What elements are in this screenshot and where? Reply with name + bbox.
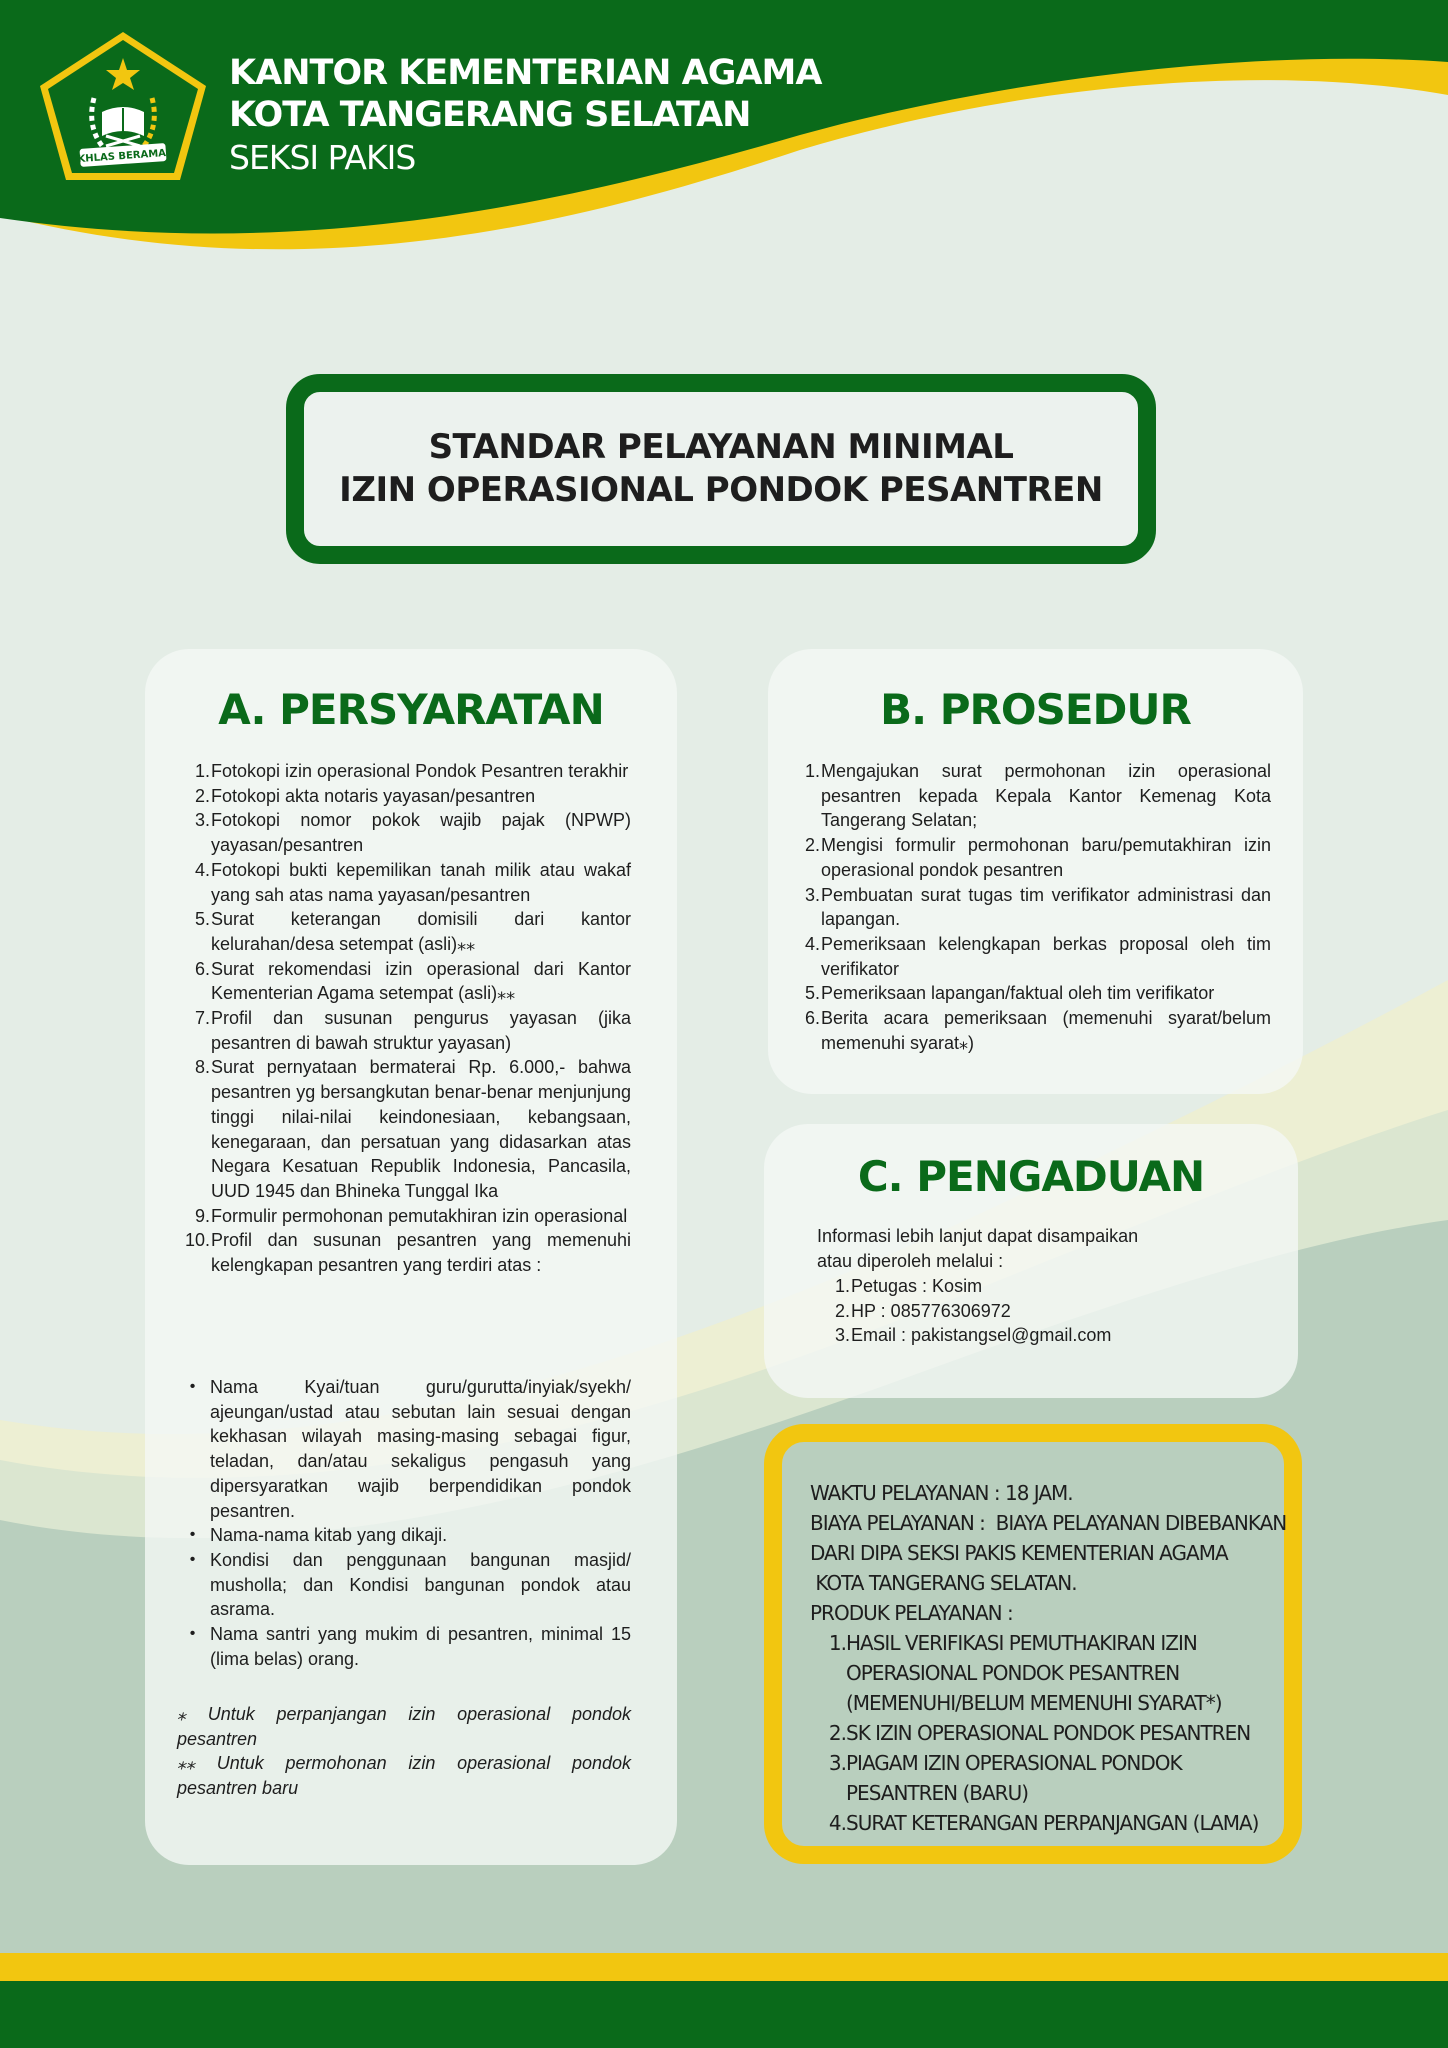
list-item <box>801 1006 1271 1055</box>
biaya-pelayanan-line-2: DARI DIPA SEKSI PAKIS KEMENTERIAN AGAMA <box>810 1541 1228 1565</box>
list-item <box>175 858 631 907</box>
kelengkapan-bullet-list <box>175 1375 631 1671</box>
list-item-text: Pemeriksaan lapangan/faktual oleh tim verifikator <box>821 983 1215 1004</box>
contact-email: Email : pakistangsel@gmail.com <box>851 1325 1112 1346</box>
list-item-text: Mengajukan surat permohonan izin operasional pesantren kepada Kepala Kantor Kemenag Kota Tangerang Selatan; <box>821 761 1271 831</box>
list-item-number: 3. <box>828 1751 846 1775</box>
logo-ribbon-text: IKHLAS BERAMAL <box>73 147 173 166</box>
list-item-number: 4. <box>828 1811 846 1835</box>
list-item-number: 2. <box>804 835 820 856</box>
page-title-box <box>286 374 1156 564</box>
waktu-pelayanan: WAKTU PELAYANAN : 18 JAM. <box>810 1481 1073 1505</box>
list-item-text: Fotokopi nomor pokok wajib pajak (NPWP) yayasan/pesantren <box>211 810 631 856</box>
list-item <box>175 784 631 809</box>
pengaduan-card <box>764 1124 1298 1398</box>
list-item <box>832 1299 1252 1324</box>
biaya-pelayanan-line-1: BIAYA PELAYANAN : BIAYA PELAYANAN DIBEBANKAN <box>810 1511 1287 1535</box>
list-item-text: Formulir permohonan pemutakhiran izin operasional <box>211 1205 628 1226</box>
list-item-number: 2. <box>834 1300 850 1321</box>
header-title <box>229 52 821 180</box>
bullet-mark: • <box>189 1625 196 1643</box>
list-item-number: 2. <box>194 785 210 806</box>
list-item <box>810 1628 1280 1718</box>
bullet-item <box>175 1523 631 1548</box>
list-item-number: 6. <box>194 958 210 979</box>
list-item-number: 9. <box>194 1205 210 1226</box>
list-item-text: PIAGAM IZIN OPERASIONAL PONDOK PESANTREN (BARU) <box>846 1751 1182 1805</box>
bullet-mark: • <box>189 1378 196 1395</box>
list-item-text: HASIL VERIFIKASI PEMUTHAKIRAN IZIN OPERASIONAL PONDOK PESANTREN (MEMENUHI/BELUM MEMENUHI SYARAT*) <box>846 1631 1222 1715</box>
list-item-text: Surat rekomendasi izin operasional dari Kantor Kementerian Agama setempat (asli)⁎⁎ <box>211 958 631 1004</box>
bullet-text: Nama santri yang mukim di pesantren, minimal 15 (lima belas) orang. <box>210 1624 631 1669</box>
list-item <box>175 1006 631 1055</box>
header-line-1: KANTOR KEMENTERIAN AGAMA <box>229 53 822 93</box>
persyaratan-card <box>145 649 677 1865</box>
layanan-info-content <box>810 1478 1287 1838</box>
bullet-text: Kondisi dan penggunaan bangunan masjid/ musholla; dan Kondisi bangunan pondok atau asrama. <box>210 1549 631 1620</box>
header-line-2: KOTA TANGERANG SELATAN <box>229 95 751 135</box>
list-item-number: 1. <box>834 1276 850 1296</box>
page-title-line-2: IZIN OPERASIONAL PONDOK PESANTREN <box>339 470 1103 510</box>
list-item-text: Fotokopi izin operasional Pondok Pesantren terakhir <box>211 761 629 781</box>
list-item-text: Surat pernyataan bermaterai Rp. 6.000,- bahwa pesantren yg bersangkutan benar-benar menjunjung tinggi nilai-nilai keindonesiaan, kebangsaan, kenegaraan, dan persatuan yang didasarkan atas Negara Kesatuan Republik Indonesia, Pancasila, UUD 1945 dan Bhineka Tunggal Ika <box>211 1057 631 1201</box>
list-item-number: 1. <box>804 761 820 781</box>
list-item-number: 10. <box>184 1230 210 1251</box>
list-item-number: 3. <box>194 810 210 831</box>
list-item <box>175 1204 631 1229</box>
list-item-text: SK IZIN OPERASIONAL PONDOK PESANTREN <box>846 1721 1251 1745</box>
list-item-number: 4. <box>804 933 820 954</box>
list-item-text: Fotokopi akta notaris yayasan/pesantren <box>211 785 536 806</box>
bullet-mark: • <box>189 1526 196 1544</box>
footnotes <box>177 1702 631 1801</box>
list-item <box>801 833 1271 882</box>
list-item-text: Profil dan susunan pengurus yayasan (jika pesantren di bawah struktur yayasan) <box>211 1008 631 1053</box>
page-title-line-1: STANDAR PELAYANAN MINIMAL <box>428 427 1014 467</box>
list-item <box>810 1808 1280 1838</box>
bullet-item <box>175 1622 631 1671</box>
list-item-number: 8. <box>194 1057 210 1078</box>
list-item-text: Pemeriksaan kelengkapan berkas proposal oleh tim verifikator <box>821 933 1271 979</box>
list-item-number: 1. <box>194 761 210 781</box>
list-item <box>175 907 631 956</box>
footer-green-band <box>0 1981 1448 2048</box>
produk-pelayanan-label: PRODUK PELAYANAN : <box>810 1601 1013 1625</box>
contact-officer: Petugas : Kosim <box>851 1276 983 1296</box>
list-item-number: 5. <box>804 983 820 1004</box>
list-item <box>801 759 1271 833</box>
list-item <box>832 1323 1252 1348</box>
list-item <box>810 1718 1280 1748</box>
pengaduan-intro-line-2: atau diperoleh melalui : <box>817 1250 1004 1271</box>
biaya-pelayanan-line-3: KOTA TANGERANG SELATAN. <box>810 1571 1077 1595</box>
list-item <box>832 1274 1252 1299</box>
list-item-text: Fotokopi bukti kepemilikan tanah milik atau wakaf yang sah atas nama yayasan/pesantren <box>211 859 631 905</box>
list-item <box>175 957 631 1006</box>
list-item <box>175 759 631 784</box>
prosedur-heading: B. PROSEDUR <box>880 685 1191 734</box>
list-item <box>801 981 1271 1006</box>
pengaduan-contact-list <box>832 1274 1252 1348</box>
bullet-text: Nama Kyai/tuan guru/gurutta/inyiak/syekh/ ajeungan/ustad atau sebutan lain sesuai dengan kekhasan wilayah masing-masing sebagai figur, teladan, dan/atau sekaligus pengasuh yang dipersyaratkan wajib berpendidikan pondok pesantren. <box>210 1377 631 1521</box>
kemenag-logo <box>36 28 210 184</box>
list-item <box>175 1228 631 1277</box>
list-item-number: 4. <box>194 859 210 880</box>
contact-phone: HP : 085776306972 <box>851 1300 1011 1321</box>
list-item <box>175 808 631 857</box>
footnote-1: ⁎ Untuk perpanjangan izin operasional pondok pesantren <box>177 1704 631 1749</box>
produk-pelayanan-list <box>810 1628 1280 1838</box>
list-item-text: SURAT KETERANGAN PERPANJANGAN (LAMA) <box>846 1811 1259 1835</box>
persyaratan-heading: A. PERSYARATAN <box>218 685 604 734</box>
prosedur-card <box>768 649 1303 1094</box>
bullet-item <box>175 1375 631 1523</box>
persyaratan-list <box>175 759 631 1278</box>
pengaduan-heading: C. PENGADUAN <box>857 1152 1205 1201</box>
list-item <box>810 1748 1280 1808</box>
list-item-number: 6. <box>804 1008 820 1029</box>
list-item-text: Surat keterangan domisili dari kantor kelurahan/desa setempat (asli)⁎⁎ <box>211 909 631 954</box>
list-item-number: 3. <box>804 884 820 905</box>
header-line-3: SEKSI PAKIS <box>229 138 416 177</box>
list-item-text: Berita acara pemeriksaan (memenuhi syarat/belum memenuhi syarat⁎) <box>821 1008 1271 1053</box>
list-item <box>175 1055 631 1203</box>
prosedur-list <box>801 759 1271 1055</box>
list-item-text: Profil dan susunan pesantren yang memenuhi kelengkapan pesantren yang terdiri atas : <box>211 1230 631 1276</box>
bullet-mark: • <box>189 1550 196 1568</box>
list-item <box>801 883 1271 932</box>
layanan-info-box <box>764 1424 1302 1864</box>
list-item-text: Pembuatan surat tugas tim verifikator administrasi dan lapangan. <box>821 884 1271 930</box>
list-item <box>801 932 1271 981</box>
list-item-number: 3. <box>834 1325 850 1346</box>
list-item-number: 7. <box>194 1008 210 1029</box>
footer-yellow-band <box>0 1953 1448 1981</box>
footnote-2: ⁎⁎ Untuk permohonan izin operasional pondok pesantren baru <box>177 1753 631 1799</box>
bullet-text: Nama-nama kitab yang dikaji. <box>210 1525 448 1546</box>
list-item-number: 1. <box>828 1631 846 1655</box>
pengaduan-intro-line-1: Informasi lebih lanjut dapat disampaikan <box>817 1226 1139 1246</box>
list-item-number: 2. <box>828 1721 846 1745</box>
bullet-item <box>175 1548 631 1622</box>
list-item-text: Mengisi formulir permohonan baru/pemutakhiran izin operasional pondok pesantren <box>821 835 1271 880</box>
list-item-number: 5. <box>194 909 210 930</box>
pengaduan-intro <box>817 1224 1257 1273</box>
